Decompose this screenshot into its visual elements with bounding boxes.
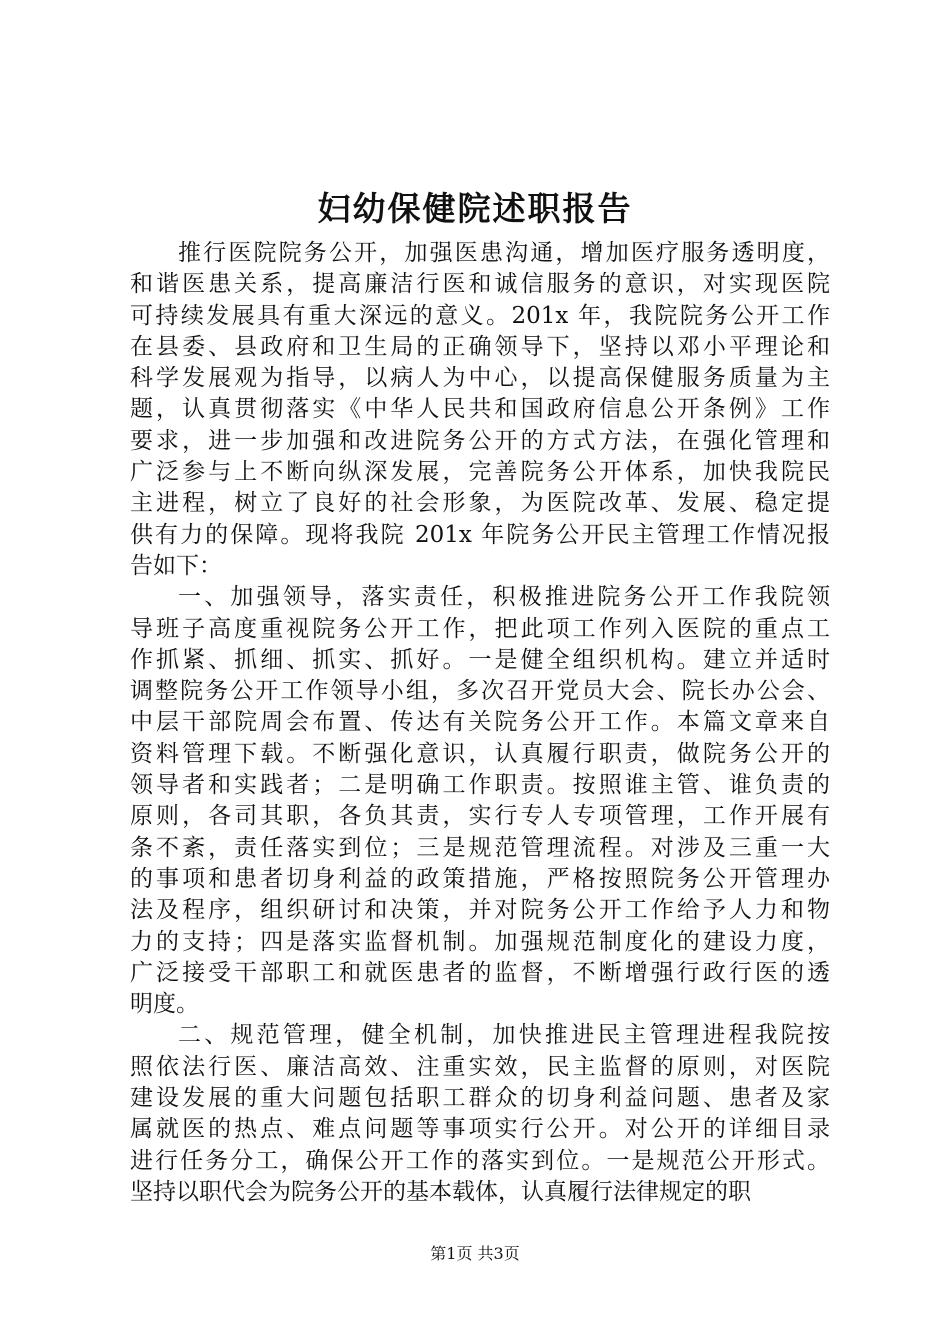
document-title: 妇幼保健院述职报告 <box>317 189 633 228</box>
paragraph-line: 和谐医患关系，提高廉洁行医和诚信服务的意识，对实现医院 <box>130 271 830 298</box>
paragraph <box>130 582 830 1020</box>
paragraph-line: 明度。 <box>130 991 199 1018</box>
paragraph-line: 推行医院院务公开，加强医患沟通，增加医疗服务透明度， <box>178 240 830 266</box>
paragraph-line: 坚持以职代会为院务公开的基本载体，认真履行法律规定的职 <box>130 1178 751 1205</box>
paragraph-line: 进行任务分工，确保公开工作的落实到位。一是规范公开形式。 <box>130 1147 830 1174</box>
paragraph-line: 告如下： <box>130 552 222 579</box>
paragraph-line: 照依法行医、廉洁高效、注重实效，民主监督的原则，对医院 <box>130 1053 830 1080</box>
paragraph-line: 二、规范管理，健全机制，加快推进民主管理进程我院按 <box>178 1022 830 1049</box>
paragraph-line: 条不紊，责任落实到位；三是规范管理流程。对涉及三重一大 <box>130 834 830 861</box>
paragraph-line: 调整院务公开工作领导小组，多次召开党员大会、院长办公会、 <box>130 678 830 705</box>
paragraph-line: 广泛参与上不断向纵深发展，完善院务公开体系，加快我院民 <box>130 459 830 486</box>
paragraph <box>130 238 830 582</box>
paragraph-line: 力的支持；四是落实监督机制。加强规范制度化的建设力度， <box>130 928 830 955</box>
paragraph-line: 一、加强领导，落实责任，积极推进院务公开工作我院领 <box>178 584 830 611</box>
paragraph-line: 建设发展的重大问题包括职工群众的切身利益问题、患者及家 <box>130 1085 830 1112</box>
paragraph-line: 资料管理下载。不断强化意识，认真履行职责，做院务公开的 <box>130 740 830 767</box>
paragraph-line: 题，认真贯彻落实《中华人民共和国政府信息公开条例》工作 <box>130 396 830 423</box>
paragraph-line: 领导者和实践者；二是明确工作职责。按照谁主管、谁负责的 <box>130 772 830 799</box>
paragraph-line: 可持续发展具有重大深远的意义。201x 年，我院院务公开工作 <box>130 302 830 329</box>
paragraph-line: 广泛接受干部职工和就医患者的监督，不断增强行政行医的透 <box>130 959 830 986</box>
paragraph-line: 供有力的保障。现将我院 201x 年院务公开民主管理工作情况报 <box>130 521 830 548</box>
paragraph-line: 原则，各司其职，各负其责，实行专人专项管理，工作开展有 <box>130 803 830 830</box>
paragraph-line: 作抓紧、抓细、抓实、抓好。一是健全组织机构。建立并适时 <box>130 646 830 673</box>
paragraph-line: 导班子高度重视院务公开工作，把此项工作列入医院的重点工 <box>130 615 830 642</box>
page-footer: 第1页 共3页 <box>430 1244 520 1263</box>
paragraph-line: 科学发展观为指导，以病人为中心，以提高保健服务质量为主 <box>130 365 830 392</box>
paragraph-line: 属就医的热点、难点问题等事项实行公开。对公开的详细目录 <box>130 1116 830 1143</box>
document-body <box>130 238 830 1208</box>
paragraph <box>130 1020 830 1208</box>
paragraph-line: 要求，进一步加强和改进院务公开的方式方法，在强化管理和 <box>130 427 830 454</box>
paragraph-line: 在县委、县政府和卫生局的正确领导下，坚持以邓小平理论和 <box>130 333 830 360</box>
paragraph-line: 中层干部院周会布置、传达有关院务公开工作。本篇文章来自 <box>130 709 830 736</box>
paragraph-line: 法及程序，组织研讨和决策，并对院务公开工作给予人力和物 <box>130 897 830 924</box>
paragraph-line: 主进程，树立了良好的社会形象，为医院改革、发展、稳定提 <box>130 490 830 517</box>
paragraph-line: 的事项和患者切身利益的政策措施，严格按照院务公开管理办 <box>130 865 830 892</box>
